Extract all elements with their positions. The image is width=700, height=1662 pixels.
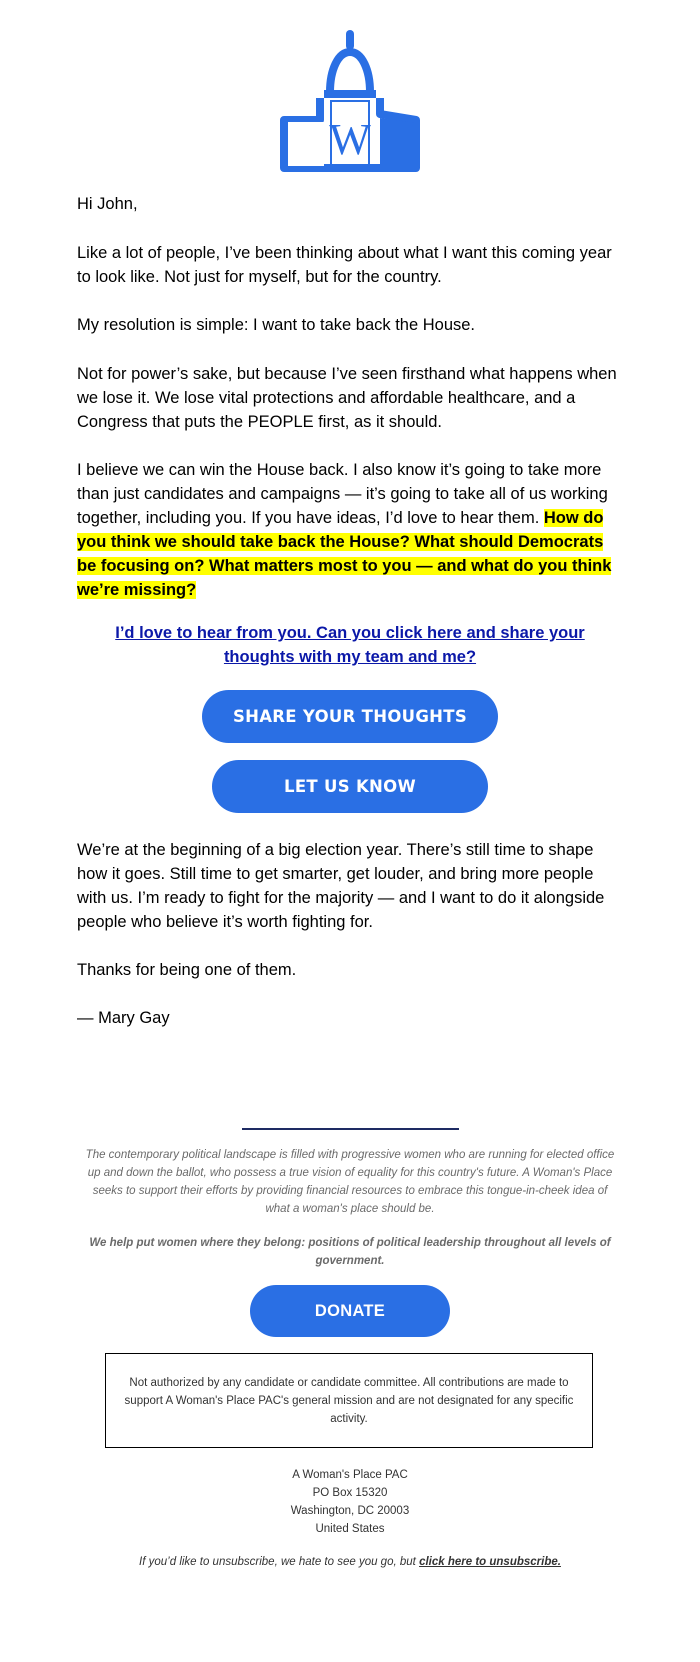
let-us-know-button[interactable]: LET US KNOW [212, 760, 488, 813]
paragraph-4-text: I believe we can win the House back. I also know it’s going to take more than just candidates and campaigns — it’s going to take all of us working together, including you. If you have ideas, I’d love to hear them. [77, 461, 608, 527]
highlighted-questions: How do you think we should take back the House? What should Democrats be focusing on? What matters most to you — and what do you think we’re missing? [77, 509, 612, 599]
paragraph-6: Thanks for being one of them. [77, 961, 297, 979]
address-line: United States [315, 1523, 385, 1535]
disclaimer-box [105, 1353, 593, 1448]
svg-text:W: W [329, 115, 371, 164]
capitol-logo-icon [280, 30, 420, 175]
greeting: Hi John, [77, 195, 138, 213]
footer-tagline: We help put women where they belong: positions of political leadership throughout all levels of government. [89, 1237, 611, 1267]
footer-about-text: The contemporary political landscape is filled with progressive women who are running for elected office up and down the ballot, who possess a true vision of equality for this country's future. A Woman's Place seeks to support their efforts by providing financial resources to embrace this tongue-in-cheek idea of what a woman's place should be. [85, 1149, 615, 1215]
paragraph-3: Not for power’s sake, but because I’ve seen firsthand what happens when we lose it. We lose vital protections and affordable healthcare, and a Congress that puts the PEOPLE first, as it should. [77, 365, 617, 431]
share-thoughts-link[interactable]: I’d love to hear from you. Can you click here and share your thoughts with my team and me? [115, 624, 585, 666]
address-line: Washington, DC 20003 [290, 1505, 410, 1517]
unsubscribe-line [70, 1553, 630, 1571]
unsubscribe-link[interactable]: click here to unsubscribe. [419, 1556, 561, 1568]
unsubscribe-text: If you’d like to unsubscribe, we hate to see you go, but [139, 1556, 420, 1568]
paragraph-5: We’re at the beginning of a big election year. There’s still time to shape how it goes. Still time to get smarter, get louder, and bring more people with us. I’m ready to fight for the majority — and I want to do it alongside people who believe it’s worth fighting for. [77, 841, 605, 931]
address-line: A Woman's Place PAC [292, 1469, 408, 1481]
address-line: PO Box 15320 [312, 1487, 388, 1499]
paragraph-4 [77, 458, 625, 602]
signature: — Mary Gay [77, 1009, 170, 1027]
share-your-thoughts-button[interactable]: SHARE YOUR THOUGHTS [202, 690, 498, 743]
disclaimer-text: Not authorized by any candidate or candidate committee. All contributions are made to support A Woman's Place PAC's general mission and are not designated for any specific activity. [124, 1376, 574, 1425]
paragraph-1: Like a lot of people, I’ve been thinking about what I want this coming year to look like. Not just for myself, but for the country. [77, 244, 612, 286]
mailing-address [200, 1466, 500, 1538]
donate-button[interactable]: DONATE [250, 1285, 450, 1337]
footer-divider [242, 1128, 459, 1130]
paragraph-2: My resolution is simple: I want to take back the House. [77, 316, 476, 334]
